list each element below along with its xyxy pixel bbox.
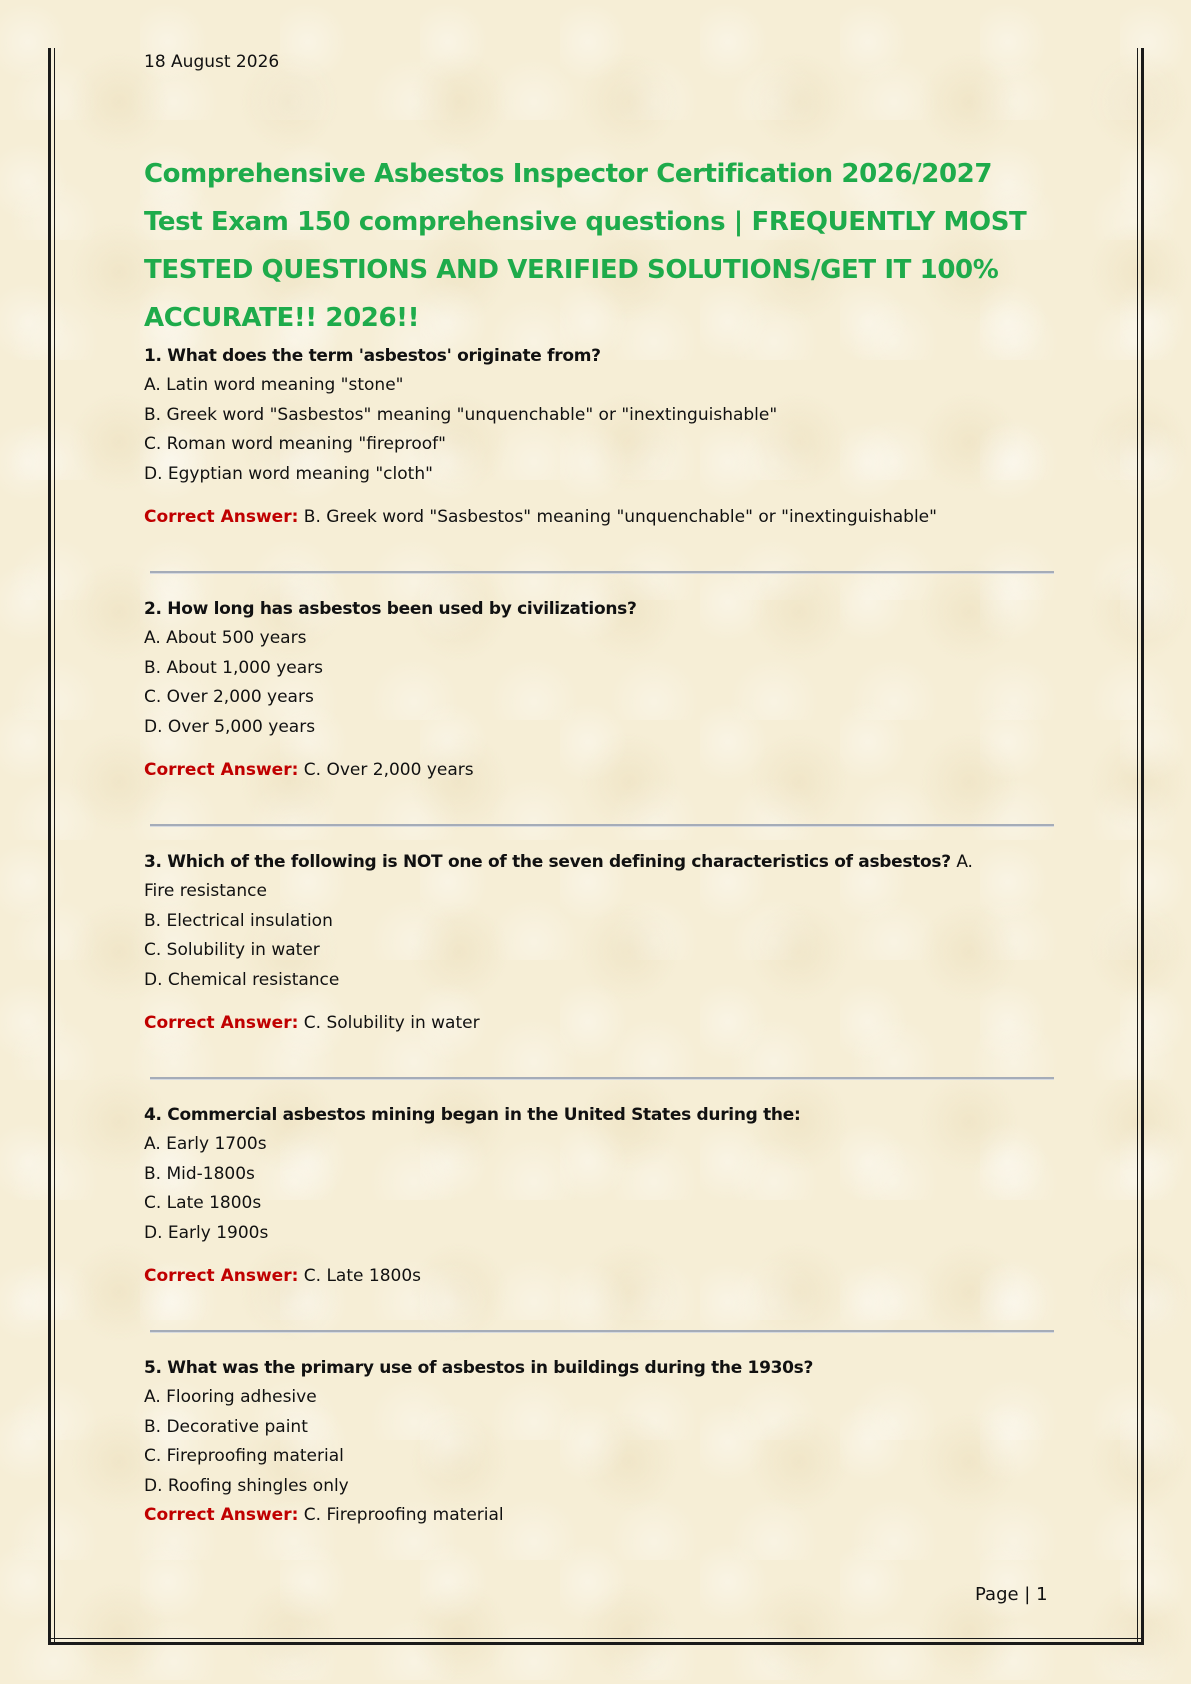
correct-answer-label: Correct Answer: [144,1013,299,1033]
correct-answer-label: Correct Answer: [144,507,299,527]
question-block [144,827,1054,1080]
correct-answer [144,756,1054,785]
correct-answer-value: C. Fireproofing material [303,1505,504,1525]
question-text-main: 3. Which of the following is NOT one of the seven defining characteristics of asbestos? [144,852,951,872]
option-d: D. Roofing shingles only [144,1475,349,1496]
header-date: 18 August 2026 [144,52,280,72]
option-d: D. Early 1900s [144,1222,269,1243]
option-c: C. Fireproofing material [144,1446,344,1466]
question-text [144,848,1054,877]
option-c: C. Solubility in water [144,940,320,960]
option-d: D. Chemical resistance [144,969,340,990]
document-title: Comprehensive Asbestos Inspector Certification 2026/2027 Test Exam 150 comprehensive questions | FREQUENTLY MOST TESTED QUESTIONS AND VERIFIED SOLUTIONS/GET IT 100% ACCURATE!! 2026!! [144,159,1027,333]
option-b: B. About 1,000 years [144,657,323,678]
question-text: 1. What does the term 'asbestos' originate from? [144,346,601,366]
correct-answer-label: Correct Answer: [144,1505,299,1525]
page-number: Page | 1 [975,1584,1048,1605]
correct-answer [144,503,1054,532]
correct-answer-value: C. Late 1800s [303,1266,421,1286]
option-a: A. About 500 years [144,628,307,648]
correct-answer-label: Correct Answer: [144,760,299,780]
option-d: D. Over 5,000 years [144,716,316,737]
page-border-bottom-inner [48,1638,1144,1639]
question-block [144,342,1054,574]
correct-answer-value: B. Greek word "Sasbestos" meaning "unquenchable" or "inextinguishable" [303,507,937,527]
page-border-right [1141,48,1144,1642]
option-a-prefix: A. [956,852,973,872]
option-d: D. Egyptian word meaning "cloth" [144,463,433,484]
correct-answer-label: Correct Answer: [144,1266,299,1286]
option-b: B. Electrical insulation [144,910,333,931]
question-block [144,1080,1054,1333]
option-b: B. Greek word "Sasbestos" meaning "unquenchable" or "inextinguishable" [144,404,778,425]
document-body [144,150,1054,1530]
question-text: 4. Commercial asbestos mining began in the United States during the: [144,1105,801,1125]
option-a: A. Latin word meaning "stone" [144,375,404,395]
question-block [144,1333,1054,1530]
option-b: B. Decorative paint [144,1416,308,1437]
question-block [144,574,1054,827]
correct-answer-value: C. Solubility in water [303,1013,480,1033]
correct-answer-value: C. Over 2,000 years [303,760,474,780]
page-border-left-inner [54,48,55,1642]
option-c: C. Late 1800s [144,1193,262,1213]
option-a: A. Flooring adhesive [144,1387,317,1407]
correct-answer [144,1501,1054,1530]
page-border-bottom [48,1642,1144,1645]
correct-answer [144,1262,1054,1291]
correct-answer [144,1009,1054,1038]
option-b: B. Mid-1800s [144,1163,255,1184]
question-text: 2. How long has asbestos been used by civilizations? [144,599,637,619]
question-text: 5. What was the primary use of asbestos in buildings during the 1930s? [144,1358,814,1378]
option-c: C. Over 2,000 years [144,687,314,707]
option-a: A. Early 1700s [144,1134,267,1154]
option-a: Fire resistance [144,881,267,901]
page-border-left [48,48,51,1642]
page-border-right-inner [1137,48,1138,1642]
option-c: C. Roman word meaning "fireproof" [144,434,446,454]
